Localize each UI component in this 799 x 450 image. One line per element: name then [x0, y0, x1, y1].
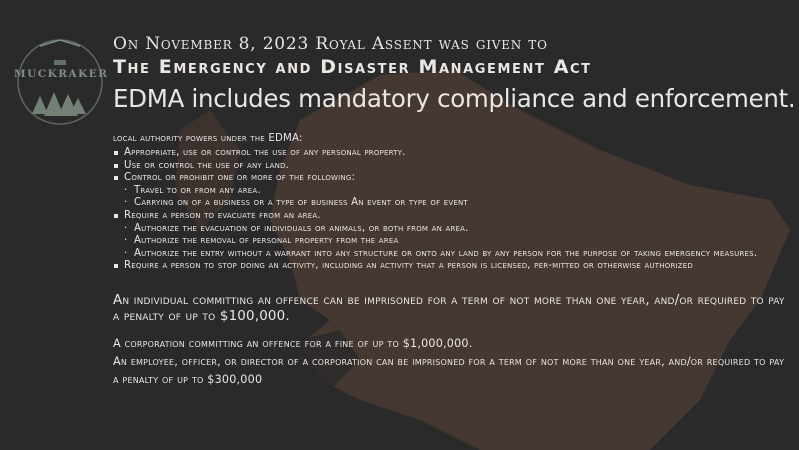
list-item: · Travel to or from any area. [124, 184, 261, 196]
list-item: · Authorize the entry without a warrant into any structure or onto any land by any person for the purpose of taking emergency measures. [124, 247, 758, 259]
list-item: Require a person to stop doing an activity, including an activity that a person is licensed, per-mitted or otherwise authorized [113, 260, 789, 273]
officer-penalty: An employee, officer, or director of a corporation can be imprisoned for a term of not more than one year, and/or required to pay a penalty of up to $300,000 [113, 354, 785, 386]
assent-line: On November 8, 2023 Royal Assent was given to [113, 34, 548, 54]
powers-list [113, 133, 789, 273]
list-item: Appropriate, use or control the use of any personal property. [113, 147, 789, 160]
evergreen-trees-logo-icon [14, 36, 109, 128]
list-item: Require a person to evacuate from an area. [113, 210, 789, 223]
corporation-fine: A corporation committing an offence for a fine of up to $1,000,000. [113, 336, 473, 350]
act-title: The Emergency and Disaster Management Act [113, 56, 592, 78]
logo [14, 36, 109, 128]
edma-summary: EDMA includes mandatory compliance and enforcement. [113, 84, 796, 113]
logo-wordmark: MUCKRAKER [14, 68, 109, 80]
list-item: Use or control the use of any land. [113, 160, 789, 173]
list-item: · Authorize the evacuation of individuals or animals, or both from an area. [124, 222, 469, 234]
list-item: · Carrying on of a business or a type of business An event or type of event [124, 197, 468, 209]
list-item: · Authorize the removal of personal property from the area [124, 235, 399, 247]
corporation-penalty [113, 335, 789, 389]
individual-penalty: An individual committing an offence can be imprisoned for a term of not more than one year, and/or required to pay a penalty of up to $100,000. [113, 292, 785, 324]
main-content [113, 26, 796, 389]
list-item: Control or prohibit one or more of the following: [113, 172, 789, 185]
powers-heading: local authority powers under the EDMA: [113, 133, 303, 144]
